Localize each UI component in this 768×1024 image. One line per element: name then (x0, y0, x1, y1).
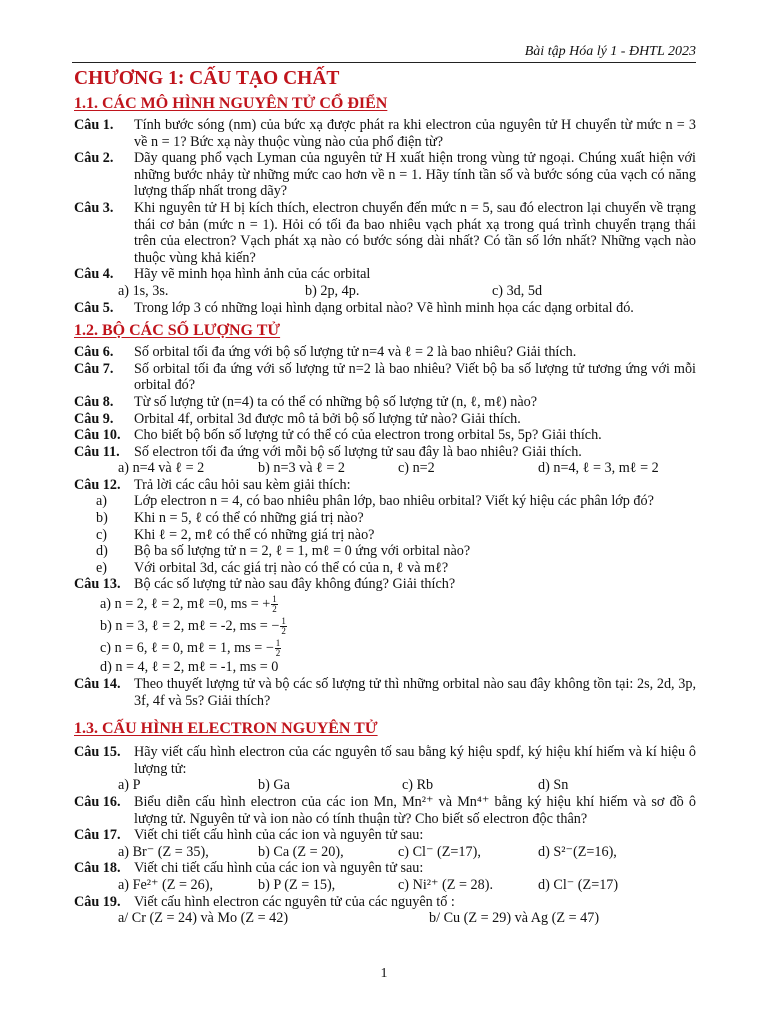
sub-question-a (74, 493, 696, 510)
question-text: Orbital 4f, orbital 3d được mô tả bởi bộ số lượng tử nào? Giải thích. (134, 410, 521, 427)
question-text: Cho biết bộ bốn số lượng tử có thể có của electron trong orbital 5s, 5p? Giải thích. (134, 427, 602, 444)
question-text: Từ số lượng tử (n=4) ta có thể có những bộ số lượng tử (n, ℓ, mℓ) nào? (134, 393, 538, 410)
question-15 (74, 744, 696, 777)
option-b: b) P (Z = 15), (258, 876, 336, 893)
question-label: Câu 14. (74, 676, 121, 693)
question-16 (74, 794, 696, 827)
section-title-1-2: 1.2. BỘ CÁC SỐ LƯỢNG TỬ (74, 322, 281, 340)
question-9 (74, 411, 696, 428)
fraction-denominator: 2 (272, 604, 277, 615)
question-label: Câu 1. (74, 117, 114, 133)
option-c: c) n=2 (398, 460, 435, 477)
section-title-1-3: 1.3. CẤU HÌNH ELECTRON NGUYÊN TỬ (74, 720, 378, 738)
question-11-options (74, 460, 696, 477)
question-text: Viết cấu hình electron các nguyên tử của các nguyên tố : (134, 893, 455, 910)
page-number: 1 (380, 966, 388, 981)
header-rule (72, 62, 696, 63)
fraction-denominator: 2 (275, 648, 281, 659)
fraction-numerator: 1 (275, 638, 281, 649)
option-c: c) Ni²⁺ (Z = 28). (398, 876, 493, 893)
question-label: Câu 11. (74, 443, 120, 460)
option-b: b) Ca (Z = 20), (258, 843, 344, 860)
fraction-numerator: 1 (272, 594, 277, 605)
question-3 (74, 200, 696, 266)
question-19 (74, 894, 696, 911)
question-5 (74, 300, 696, 317)
quantum-set-text: d) n = 4, ℓ = 2, mℓ = -1, ms = 0 (100, 659, 279, 676)
question-8 (74, 394, 696, 411)
option-c: c) 3d, 5d (492, 282, 543, 299)
quantum-set-a (74, 593, 696, 615)
question-label: Câu 19. (74, 893, 121, 910)
question-text: Tính bước sóng (nm) của bức xạ được phát ra khi electron của nguyên tử H chuyển từ mức n = 3 về n = 1? Bức xạ này thuộc vùng nào của phổ điện từ? (134, 117, 696, 150)
page-content (74, 66, 696, 927)
sub-text: Với orbital 3d, các giá trị nào có thể có của n, ℓ và mℓ? (134, 559, 449, 576)
question-10 (74, 427, 696, 444)
question-4 (74, 266, 696, 283)
sub-label: a) (96, 493, 108, 510)
question-2 (74, 150, 696, 200)
fraction (271, 595, 278, 614)
question-text: Số orbital tối đa ứng với số lượng tử n=2 là bao nhiêu? Viết bộ ba số lượng tử tương ứng với mỗi orbital đó? (134, 360, 696, 394)
question-label: Câu 2. (74, 150, 114, 167)
question-label: Câu 13. (74, 576, 121, 593)
question-7 (74, 361, 696, 394)
sub-question-d (74, 543, 696, 560)
sub-text: Lớp electron n = 4, có bao nhiêu phân lớp, bao nhiêu orbital? Viết ký hiệu các phân lớp đó? (134, 493, 654, 510)
option-a: a) Fe²⁺ (Z = 26), (118, 876, 213, 893)
question-4-options (74, 283, 696, 300)
question-text: Số electron tối đa ứng với mỗi bộ số lượng tử sau đây là bao nhiêu? Giải thích. (134, 443, 582, 460)
sub-label: e) (96, 559, 108, 576)
question-label: Câu 3. (74, 199, 114, 216)
question-text: Hãy viết cấu hình electron của các nguyên tố sau bằng ký hiệu spdf, ký hiệu khí hiếm và kí hiệu ô lượng tử: (134, 744, 696, 777)
option-d: d) n=4, ℓ = 3, mℓ = 2 (538, 460, 659, 477)
question-label: Câu 10. (74, 427, 121, 444)
sub-label: b) (96, 510, 108, 527)
option-a: a/ Cr (Z = 24) và Mo (Z = 42) (118, 910, 289, 927)
fraction-denominator: 2 (281, 626, 286, 637)
question-17 (74, 827, 696, 844)
question-label: Câu 4. (74, 266, 114, 283)
fraction (275, 639, 282, 658)
option-a: a) P (118, 777, 141, 794)
option-d: d) Sn (538, 777, 569, 794)
question-label: Câu 18. (74, 860, 121, 877)
question-13 (74, 576, 696, 593)
option-c: c) Rb (402, 777, 434, 794)
question-text: Trong lớp 3 có những loại hình dạng orbital nào? Vẽ hình minh họa các dạng orbital đó. (134, 299, 634, 316)
option-b: b/ Cu (Z = 29) và Ag (Z = 47) (429, 910, 600, 927)
question-label: Câu 17. (74, 827, 121, 844)
sub-label: c) (96, 526, 108, 543)
quantum-set-text: a) n = 2, ℓ = 2, mℓ =0, ms = + (100, 596, 271, 613)
quantum-set-c (74, 637, 696, 659)
question-6 (74, 344, 696, 361)
question-text: Hãy vẽ minh họa hình ảnh của các orbital (134, 266, 371, 283)
question-text: Theo thuyết lượng tử và bộ các số lượng tử thì những orbital nào sau đây không tồn tại: 2s, 2d, 3p, 3f, 4f và 5s? Giải thích? (134, 676, 696, 709)
fraction-numerator: 1 (281, 616, 286, 627)
question-label: Câu 7. (74, 360, 114, 377)
question-label: Câu 12. (74, 476, 121, 493)
chapter-title: CHƯƠNG 1: CẤU TẠO CHẤT (74, 68, 340, 89)
option-b: b) Ga (258, 777, 290, 794)
option-b: b) 2p, 4p. (305, 282, 360, 299)
question-label: Câu 6. (74, 344, 114, 361)
sub-text: Khi n = 5, ℓ có thể có những giá trị nào? (134, 510, 364, 527)
fraction (280, 617, 287, 636)
sub-label: d) (96, 543, 108, 560)
question-14 (74, 676, 696, 709)
question-12 (74, 477, 696, 494)
sub-question-c (74, 527, 696, 544)
question-text: Biểu diễn cấu hình electron của các ion Mn, Mn²⁺ và Mn⁴⁺ bằng ký hiệu khí hiếm và sơ đồ ô lượng tử. Nguyên tử và ion nào có tính thuận từ? Cho biết số electron độc thân? (134, 794, 696, 827)
question-19-options (74, 910, 696, 927)
sub-question-e (74, 560, 696, 577)
question-text: Viết chi tiết cấu hình của các ion và nguyên tử sau: (134, 827, 424, 844)
section-title-1-1: 1.1. CÁC MÔ HÌNH NGUYÊN TỬ CỔ ĐIỂN (74, 95, 388, 112)
question-label: Câu 9. (74, 410, 114, 427)
option-a: a) n=4 và ℓ = 2 (118, 460, 205, 477)
sub-text: Bộ ba số lượng tử n = 2, ℓ = 1, mℓ = 0 ứng với orbital nào? (134, 543, 471, 560)
option-b: b) n=3 và ℓ = 2 (258, 460, 346, 477)
option-c: c) Cl⁻ (Z=17), (398, 843, 481, 860)
question-label: Câu 16. (74, 794, 121, 810)
question-15-options (74, 777, 696, 794)
option-d: d) S²⁻(Z=16), (538, 843, 617, 860)
option-a: a) 1s, 3s. (118, 282, 169, 299)
question-text: Số orbital tối đa ứng với bộ số lượng tử n=4 và ℓ = 2 là bao nhiêu? Giải thích. (134, 344, 577, 361)
question-label: Câu 8. (74, 393, 114, 410)
question-text: Viết chi tiết cấu hình của các ion và nguyên tử sau: (134, 860, 424, 877)
question-11 (74, 444, 696, 461)
sub-question-b (74, 510, 696, 527)
question-text: Bộ các số lượng tử nào sau đây không đúng? Giải thích? (134, 576, 456, 593)
question-label: Câu 15. (74, 744, 121, 761)
question-text: Khi nguyên tử H bị kích thích, electron chuyển đến mức n = 5, sau đó electron lại chuyển về trạng thái cơ bản (mức n = 1). Hỏi có tối đa bao nhiêu vạch phát xạ trong quá trình chuyển trạng thái trên của electron? Vạch phát xạ nào có bước sóng dài nhất? Có tần số lớn nhất? Những vạch nào thuộc vùng khả kiến? (134, 199, 696, 266)
question-18 (74, 860, 696, 877)
sub-text: Khi ℓ = 2, mℓ có thể có những giá trị nào? (134, 526, 375, 543)
question-17-options (74, 844, 696, 861)
quantum-set-d (74, 659, 696, 676)
question-18-options (74, 877, 696, 894)
quantum-set-text: c) n = 6, ℓ = 0, mℓ = 1, ms = − (100, 640, 274, 657)
option-d: d) Cl⁻ (Z=17) (538, 876, 619, 893)
question-text: Trả lời các câu hỏi sau kèm giải thích: (134, 476, 351, 493)
quantum-set-b (74, 615, 696, 637)
question-label: Câu 5. (74, 299, 114, 316)
question-1 (74, 117, 696, 150)
quantum-set-text: b) n = 3, ℓ = 2, mℓ = -2, ms = − (100, 618, 280, 635)
option-a: a) Br⁻ (Z = 35), (118, 843, 209, 860)
page-header: Bài tập Hóa lý 1 - ĐHTL 2023 (524, 44, 696, 59)
question-text: Dãy quang phổ vạch Lyman của nguyên tử H xuất hiện trong vùng tử ngoại. Chúng xuất hiện với những bước nhảy từ những mức cao hơn về n = 1. Hãy tính tần số và bước sóng của vạch có năng lượng thấp nhất trong dãy? (134, 150, 696, 200)
